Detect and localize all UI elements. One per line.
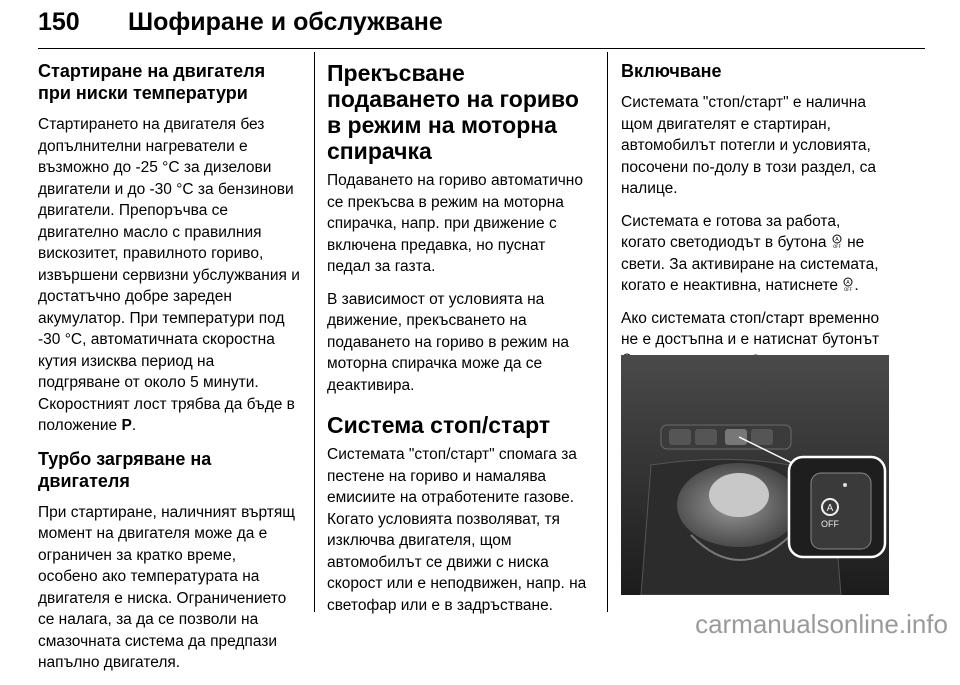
page-number: 150 [38,8,80,36]
page-header [38,6,925,49]
heading-cold-start: Стартиране на двигателя при ниски температури [38,61,266,103]
heading-fuel-cut: Прекъсване подаването на гориво в режим на моторна спирачка [327,60,579,164]
off-button-label: OFF [821,519,839,529]
paragraph-fuel-cut-1: Подаването на гориво автоматично се прекъсва в режим на моторна спирачка, напр. при движение с включена предавка, но пуснат педал за газта. [327,172,583,275]
heading-enable: Включване [621,61,722,81]
text: Стартирането на двигателя без допълнителни нагреватели е възможно до -25 °C за дизелови двигатели и до -30 °C за бензинови двигатели. Препоръчва се двигателно масло с правилния вискозитет, правилното гориво, извършени сервизни убслужвания и достатъчно добре зареден акумулатор. При температури под -30 °C, автоматичната скоростна кутия изисква период на подгряване от около 5 минути. Скоростният лост трябва да бъде в положение [38,116,300,434]
paragraph-stop-start: Системата "стоп/старт" спомага за пестене на гориво и намалява емисиите на отработените газове. Когато условията позволяват, тя изключва двигателя, щом автомобилът се движи с ниска скорост или е неподвижен, напр. на светофар или е в задръстване. [327,446,587,614]
svg-text:A: A [826,503,834,514]
stop-start-off-icon [831,234,843,249]
svg-text:A: A [846,280,851,286]
stop-start-off-icon [842,277,854,292]
center-console-photo [621,355,889,595]
paragraph-turbo: При стартиране, наличният въртящ момент на двигателя може да е ограничен за кратко време, особено ако температурата на двигателя е ниска. Ограничението се налага, за да се позволи на смазочната система да предпази напълно двигателя. [38,503,295,671]
column-left [38,60,300,685]
column-divider [607,52,608,612]
text: Системата е готова за работа, когато светодиодът в бутона [621,212,841,251]
column-middle [327,60,592,627]
svg-text:OFF: OFF [844,287,853,292]
paragraph-enable-2 [621,211,889,297]
heading-turbo: Турбо загряване на двигателя [38,448,212,491]
paragraph-enable-1: Системата "стоп/старт" е налична щом двигателят е стартиран, автомобилът потегли и условията, посочени по-долу в този раздел, са налице. [621,94,877,197]
svg-text:OFF: OFF [832,244,841,249]
text: не свети. За активиране на системата, когато е неактивна, натиснете [621,234,879,294]
text: . [131,417,137,434]
console-illustration [621,355,889,595]
paragraph-fuel-cut-2: В зависимост от условията на движение, прекъсването на подаването на гориво в режим на моторна спирачка може да се деактивира. [327,290,569,394]
heading-stop-start: Система стоп/старт [327,412,551,438]
svg-text:A: A [835,237,839,243]
chapter-title: Шофиране и обслужване [128,8,443,36]
gear-position-p: P [121,417,132,434]
watermark: carmanualsonline.info [695,609,948,639]
text: Ако системата стоп/старт временно не е достъпна и е натиснат бутонът [621,309,880,348]
text: . [854,277,859,294]
paragraph-cold-start [38,114,300,437]
column-divider [314,52,315,612]
